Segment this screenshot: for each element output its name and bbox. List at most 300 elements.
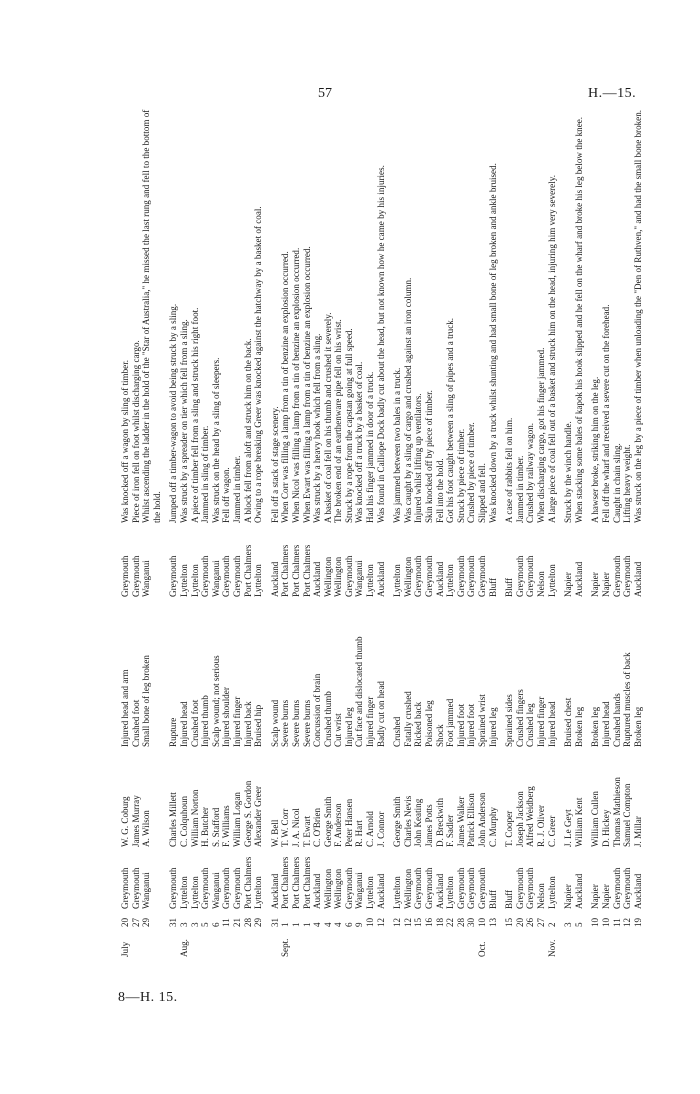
table-row <box>488 100 505 960</box>
name-cell: William Logan <box>231 792 242 847</box>
name-cell: W. G. Coburg <box>120 796 130 847</box>
page-number: 57 <box>318 86 332 101</box>
location-cell: Auckland <box>269 561 280 597</box>
cause-cell: A hawser broke, striking him on the leg. <box>590 376 601 523</box>
injury-cell: Bruised hip <box>253 704 264 747</box>
port-cell: Napier <box>600 884 611 909</box>
port-cell: Auckland <box>632 873 643 909</box>
location-cell: Lyttelton <box>189 564 200 597</box>
location-cell: Wanganui <box>141 560 152 597</box>
cause-cell: Crushed by railway wagon. <box>525 422 536 523</box>
port-cell: Port Chalmers <box>242 856 253 909</box>
name-cell: F. Sadler <box>445 814 456 847</box>
day-cell: 9 <box>354 922 365 927</box>
cause-cell: Was struck by a spreader on tier which fell from a sling. <box>178 319 189 523</box>
table-row <box>141 100 168 960</box>
port-cell: Greymouth <box>200 867 211 909</box>
port-cell: Napier <box>590 884 601 909</box>
month-cell <box>243 930 254 960</box>
report-reference: H.—15. <box>588 86 637 101</box>
injury-cell: Crushed foot <box>130 699 141 747</box>
month-cell <box>445 930 456 960</box>
name-cell: J. Le Geyt <box>563 809 574 847</box>
month-cell <box>190 930 201 960</box>
port-cell: Greymouth <box>168 867 179 909</box>
name-cell: Peter Hansen <box>343 798 354 847</box>
name-cell: F. Anderson <box>333 803 344 847</box>
day-cell: 28 <box>242 917 253 927</box>
day-cell: 2 <box>546 922 557 927</box>
name-cell: T. Ewart <box>301 815 312 847</box>
port-cell: Greymouth <box>343 867 354 909</box>
cause-cell: A block fell from aloft and struck him on the back. <box>242 338 253 523</box>
cause-cell: The broken end of an earthenware pipe fell on his wrist. <box>333 319 344 523</box>
port-cell: Nelson <box>535 883 546 909</box>
month-cell <box>392 930 403 960</box>
day-cell: 29 <box>141 917 152 927</box>
location-cell: Lyttelton <box>445 564 456 597</box>
day-cell: 1 <box>290 922 301 927</box>
month-cell <box>403 930 414 960</box>
month-cell <box>354 930 365 960</box>
location-cell: Wellington <box>322 556 333 597</box>
port-cell: Lyttelton <box>365 876 376 909</box>
injury-cell: Shock <box>434 724 445 747</box>
injury-cell: Injured leg <box>487 707 498 747</box>
day-cell: 31 <box>168 917 179 927</box>
footer-reference: 8—H. 15. <box>118 990 178 1005</box>
injury-cell: Concussion of brain <box>312 673 323 747</box>
injury-cell: Injured shoulder <box>221 687 232 747</box>
table-row <box>302 100 313 960</box>
name-cell: George S. Gordon <box>242 780 253 847</box>
cause-cell: Skin knocked off by piece of timber. <box>424 390 435 523</box>
name-cell: D. Breckwith <box>434 798 445 847</box>
table-row <box>633 100 650 960</box>
name-cell: William Kent <box>573 797 584 847</box>
table-row <box>547 100 564 960</box>
location-cell: Auckland <box>312 561 323 597</box>
month-cell <box>622 930 633 960</box>
month-cell <box>253 930 270 960</box>
table-row <box>424 100 435 960</box>
month-cell <box>141 930 168 960</box>
name-cell: C. Murphy <box>487 807 498 847</box>
injury-cell: Cut wrist <box>333 713 344 747</box>
month-cell: Sept. <box>280 938 291 957</box>
day-cell: 21 <box>231 917 242 927</box>
day-cell: 12 <box>622 917 633 927</box>
day-cell: 10 <box>477 917 487 927</box>
day-cell: 10 <box>365 917 376 927</box>
month-cell <box>633 930 650 960</box>
cause-cell: Was struck on the head by a sling of sleepers. <box>210 357 221 523</box>
day-cell: 20 <box>120 917 130 927</box>
location-cell: Lyttelton <box>253 564 264 597</box>
location-cell: Greymouth <box>231 555 242 597</box>
location-cell: Greymouth <box>466 555 477 597</box>
location-cell: Greymouth <box>455 555 466 597</box>
accident-table <box>120 100 649 960</box>
injury-cell: Rupture <box>168 717 179 747</box>
table-row <box>477 100 488 960</box>
port-cell: Wanganui <box>210 872 221 909</box>
table-row <box>413 100 424 960</box>
injury-cell: Severe burns <box>280 699 291 747</box>
cause-cell: Was knocked off a truck by a basket of coal. <box>354 361 365 523</box>
port-cell: Auckland <box>434 873 445 909</box>
port-cell: Napier <box>563 884 574 909</box>
name-cell: R. Hart <box>354 820 365 847</box>
table-row <box>456 100 467 960</box>
injury-cell: Injured head <box>178 701 189 747</box>
day-cell: 15 <box>504 917 515 927</box>
injury-cell: Badly cut on head <box>375 681 386 747</box>
table-row <box>221 100 232 960</box>
name-cell: C. Colquhoun <box>178 795 189 847</box>
cause-cell: Fell into the hold. <box>434 458 445 523</box>
table-row <box>232 100 243 960</box>
cause-cell: Had his finger jammed in door of a truck. <box>365 371 376 523</box>
day-cell: 6 <box>343 922 354 927</box>
day-cell: 11 <box>611 918 622 927</box>
port-cell: Bluff <box>504 889 515 909</box>
name-cell: J. Millar <box>632 816 643 847</box>
month-cell <box>515 930 526 960</box>
name-cell: James Potts <box>424 804 435 847</box>
table-row <box>280 100 291 960</box>
table-row <box>354 100 365 960</box>
port-cell: Wanganui <box>354 872 365 909</box>
injury-cell: Severe burns <box>301 699 312 747</box>
cause-cell: Was caught by a sling of cargo and crushed against an iron column. <box>402 277 413 523</box>
location-cell: Auckland <box>573 561 584 597</box>
cause-cell: A basket of coal fell on his thumb and crushed it severely. <box>322 312 333 523</box>
day-cell: 29 <box>253 917 264 927</box>
day-cell: 10 <box>600 917 611 927</box>
month-cell <box>590 930 601 960</box>
day-cell: 30 <box>466 917 477 927</box>
location-cell: Auckland <box>375 561 386 597</box>
day-cell: 20 <box>514 917 525 927</box>
cause-cell: Piece of iron fell on foot whilst discharging cargo. <box>130 340 141 523</box>
cause-cell: Was struck on the leg by a piece of timber when unloading the "Den of Ruthven," and had the small bone broken. <box>632 109 643 523</box>
table-row <box>435 100 446 960</box>
day-cell: 5 <box>200 922 211 927</box>
cause-cell: A large piece of coal fell out of a basket and struck him on the head, injuring him very severely. <box>546 175 557 523</box>
cause-cell: When Ewart was filling a lamp from a tin of benzine an explosion occurred. <box>301 246 312 523</box>
location-cell: Wanganui <box>354 560 365 597</box>
port-cell: Greymouth <box>477 867 487 909</box>
injury-cell: Injured thumb <box>200 695 211 747</box>
name-cell: Thomas Mathieson <box>611 777 622 847</box>
cause-cell: Fell off the wharf and received a severe cut on the forehead. <box>600 304 611 523</box>
table-row <box>536 100 547 960</box>
cause-cell: Jammed in timber. <box>514 455 525 523</box>
location-cell: Lyttelton <box>365 564 376 597</box>
month-cell <box>365 930 376 960</box>
injury-cell: Injured foot <box>455 703 466 747</box>
month-cell <box>291 930 302 960</box>
location-cell: Lyttelton <box>392 564 403 597</box>
injury-cell: Ruptured muscles of back <box>622 652 633 747</box>
injury-cell: Broken leg <box>632 706 643 747</box>
cause-cell: Whilst ascending the ladder in the hold of the "Star of Australia," he missed the last rung and fell to the bottom of the hold. <box>141 109 162 523</box>
cause-cell: A case of rabbits fell on him. <box>504 417 515 523</box>
location-cell: Bluff <box>487 577 498 597</box>
port-cell: Wanganui <box>141 872 152 909</box>
port-cell: Lyttelton <box>392 876 403 909</box>
injury-cell: Injured foot <box>466 703 477 747</box>
injury-cell: Foot jammed <box>445 698 456 747</box>
day-cell: 27 <box>130 917 141 927</box>
cause-cell: Jammed in timber. <box>231 455 242 523</box>
location-cell: Greymouth <box>130 555 141 597</box>
day-cell: 11 <box>221 918 232 927</box>
location-cell: Greymouth <box>120 555 130 597</box>
month-cell <box>466 930 477 960</box>
injury-cell: Injured head <box>546 701 557 747</box>
month-cell <box>504 930 515 960</box>
location-cell: Lyttelton <box>546 564 557 597</box>
day-cell: 27 <box>535 917 546 927</box>
month-cell <box>435 930 446 960</box>
month-cell <box>221 930 232 960</box>
table-row <box>312 100 323 960</box>
location-cell: Greymouth <box>413 555 424 597</box>
day-cell: 12 <box>392 917 403 927</box>
table-row <box>504 100 515 960</box>
location-cell: Napier <box>600 572 611 597</box>
cause-cell: Was found in Calliope Dock badly cut about the head, but not known how he came by his injuries. <box>375 165 386 523</box>
port-cell: Lyttelton <box>445 876 456 909</box>
port-cell: Port Chalmers <box>290 856 301 909</box>
month-cell <box>563 930 574 960</box>
month-cell <box>536 930 547 960</box>
table-row <box>211 100 222 960</box>
name-cell: A. Wilson <box>141 810 152 847</box>
day-cell: 26 <box>525 917 536 927</box>
table-row <box>200 100 211 960</box>
month-cell <box>488 930 505 960</box>
location-cell: Greymouth <box>343 555 354 597</box>
table-row <box>466 100 477 960</box>
name-cell: John Anderson <box>477 792 487 847</box>
injury-cell: Scalp wound; not serious <box>210 655 221 747</box>
location-cell: Port Chalmers <box>280 544 291 597</box>
location-cell: Greymouth <box>611 555 622 597</box>
port-cell: Auckland <box>375 873 386 909</box>
day-cell: 19 <box>632 917 643 927</box>
day-cell: 4 <box>333 922 344 927</box>
month-cell <box>413 930 424 960</box>
name-cell: C. O'Brien <box>312 807 323 847</box>
port-cell: Auckland <box>573 873 584 909</box>
month-cell <box>312 930 323 960</box>
port-cell: Greymouth <box>120 867 130 909</box>
injury-cell: Injured head and arm <box>120 669 130 747</box>
month-cell <box>376 930 393 960</box>
injury-cell: Scalp wound <box>269 699 280 747</box>
table-row <box>243 100 254 960</box>
name-cell: Patrick Ellison <box>466 793 477 847</box>
port-cell: Greymouth <box>455 867 466 909</box>
location-cell: Greymouth <box>168 555 179 597</box>
day-cell: 12 <box>402 917 413 927</box>
port-cell: Greymouth <box>130 867 141 909</box>
port-cell: Greymouth <box>424 867 435 909</box>
location-cell: Greymouth <box>200 555 211 597</box>
month-cell <box>344 930 355 960</box>
cause-cell: A piece of timber fell from a sling and struck his right foot. <box>189 307 200 523</box>
injury-cell: Injured leg <box>343 707 354 747</box>
month-cell <box>525 930 536 960</box>
cause-cell: When discharging cargo, got his finger jammed. <box>535 347 546 523</box>
injury-cell: Crushed foot <box>189 699 200 747</box>
port-cell: Greymouth <box>231 867 242 909</box>
cause-cell: Crushed by piece of timber. <box>466 422 477 523</box>
name-cell: James Murray <box>130 795 141 847</box>
port-cell: Lyttelton <box>189 876 200 909</box>
day-cell: 16 <box>424 917 435 927</box>
table-row <box>190 100 201 960</box>
name-cell: Samuel Compton <box>622 783 633 847</box>
port-cell: Auckland <box>312 873 323 909</box>
name-cell: William Cullen <box>590 791 601 847</box>
table-row <box>403 100 414 960</box>
injury-cell: Crushed thumb <box>322 691 333 747</box>
cause-cell: Fell off a stack of stage scenery. <box>269 406 280 523</box>
table-row <box>179 100 190 960</box>
injury-cell: Bruised chest <box>563 697 574 747</box>
port-cell: Lyttelton <box>178 876 189 909</box>
table-row <box>601 100 612 960</box>
port-cell: Greymouth <box>611 867 622 909</box>
location-cell: Greymouth <box>424 555 435 597</box>
month-cell <box>270 930 281 960</box>
cause-cell: Slipped and fell. <box>477 463 487 523</box>
month-cell <box>168 930 179 960</box>
table-row <box>515 100 526 960</box>
cause-cell: When Nicol was filling a lamp from a tin of benzine an explosion occurred. <box>290 247 301 523</box>
injury-cell: Injured finger <box>231 696 242 747</box>
month-cell <box>424 930 435 960</box>
name-cell: Alexander Greer <box>253 786 264 847</box>
name-cell: F. Williams <box>221 805 232 847</box>
cause-cell: Jammed in sling of timber. <box>200 425 211 523</box>
injury-cell: Crushed fingers <box>514 689 525 747</box>
injury-cell: Crushed leg <box>525 703 536 747</box>
month-cell <box>333 930 344 960</box>
injury-cell: Injured back <box>242 701 253 747</box>
day-cell: 18 <box>434 917 445 927</box>
location-cell: Auckland <box>632 561 643 597</box>
location-cell: Port Chalmers <box>242 544 253 597</box>
location-cell: Wellington <box>402 556 413 597</box>
day-cell: 22 <box>445 917 456 927</box>
table-row <box>376 100 393 960</box>
table-row <box>622 100 633 960</box>
cause-cell: When Corr was filling a lamp from a tin of benzine an explosion occurred. <box>280 251 291 523</box>
name-cell: S. Stafford <box>210 807 221 847</box>
day-cell: 4 <box>312 922 323 927</box>
injury-cell: Broken leg <box>573 706 584 747</box>
injury-cell: Crushed hands <box>611 693 622 747</box>
month-cell: Oct. <box>477 941 487 957</box>
table-row <box>392 100 403 960</box>
table-row <box>253 100 270 960</box>
name-cell: William Norton <box>189 789 200 847</box>
name-cell: R. J. Oliver <box>535 805 546 847</box>
table-row <box>168 100 179 960</box>
name-cell: C. Arnold <box>365 811 376 847</box>
port-cell: Port Chalmers <box>280 856 291 909</box>
port-cell: Greymouth <box>525 867 536 909</box>
table-row <box>525 100 536 960</box>
month-cell <box>232 930 243 960</box>
cause-cell: Jumped off a timber-wagon to avoid being struck by a sling. <box>168 303 179 523</box>
cause-cell: Got his foot caught between a sling of pipes and a truck. <box>445 317 456 523</box>
name-cell: J. Connor <box>375 811 386 847</box>
month-cell <box>211 930 222 960</box>
port-cell: Wellington <box>333 868 344 909</box>
day-cell: 1 <box>280 922 291 927</box>
name-cell: Charles Nevis <box>402 795 413 847</box>
month-cell <box>200 930 211 960</box>
table-row <box>291 100 302 960</box>
port-cell: Wellington <box>322 868 333 909</box>
day-cell: 28 <box>455 917 466 927</box>
name-cell: Alfred Weidberg <box>525 786 536 847</box>
cause-cell: Was struck by a heavy hook which fell from a sling. <box>312 333 323 523</box>
injury-cell: Severe burns <box>290 699 301 747</box>
port-cell: Greymouth <box>622 867 633 909</box>
month-cell <box>131 930 142 960</box>
port-cell: Lyttelton <box>546 876 557 909</box>
name-cell: George Smith <box>322 796 333 847</box>
cause-cell: Was jammed between two bales in a truck. <box>392 367 403 523</box>
cause-cell: When stacking some bales of kapok his hook slipped and he fell on the wharf and broke his leg below the knee. <box>573 116 584 523</box>
port-cell: Wellington <box>402 868 413 909</box>
location-cell: Wanganui <box>210 560 221 597</box>
month-cell: Aug. <box>178 939 189 957</box>
name-cell: D. Hickey <box>600 809 611 847</box>
month-cell <box>456 930 467 960</box>
table-row <box>612 100 623 960</box>
location-cell: Napier <box>563 572 574 597</box>
port-cell: Greymouth <box>466 867 477 909</box>
name-cell: J. A. Nicol <box>290 808 301 847</box>
table-row <box>120 100 131 960</box>
location-cell: Greymouth <box>525 555 536 597</box>
injury-cell: Cut face and dislocated thumb <box>354 636 365 747</box>
name-cell: James Walker <box>455 796 466 847</box>
table-row <box>323 100 334 960</box>
month-cell: Nov. <box>546 939 557 957</box>
injury-cell: Fatally crushed <box>402 691 413 747</box>
day-cell: 10 <box>590 917 601 927</box>
cause-cell: Injured whilst lifting up ventilators. <box>413 393 424 523</box>
table-row <box>344 100 355 960</box>
injury-cell: Injured finger <box>365 696 376 747</box>
location-cell: Wellington <box>333 556 344 597</box>
name-cell: John Keating <box>413 798 424 847</box>
cause-cell: Caught in chain sling. <box>611 443 622 523</box>
location-cell: Greymouth <box>477 555 487 597</box>
day-cell: 12 <box>375 917 386 927</box>
location-cell: Greymouth <box>221 555 232 597</box>
day-cell: 5 <box>573 922 584 927</box>
